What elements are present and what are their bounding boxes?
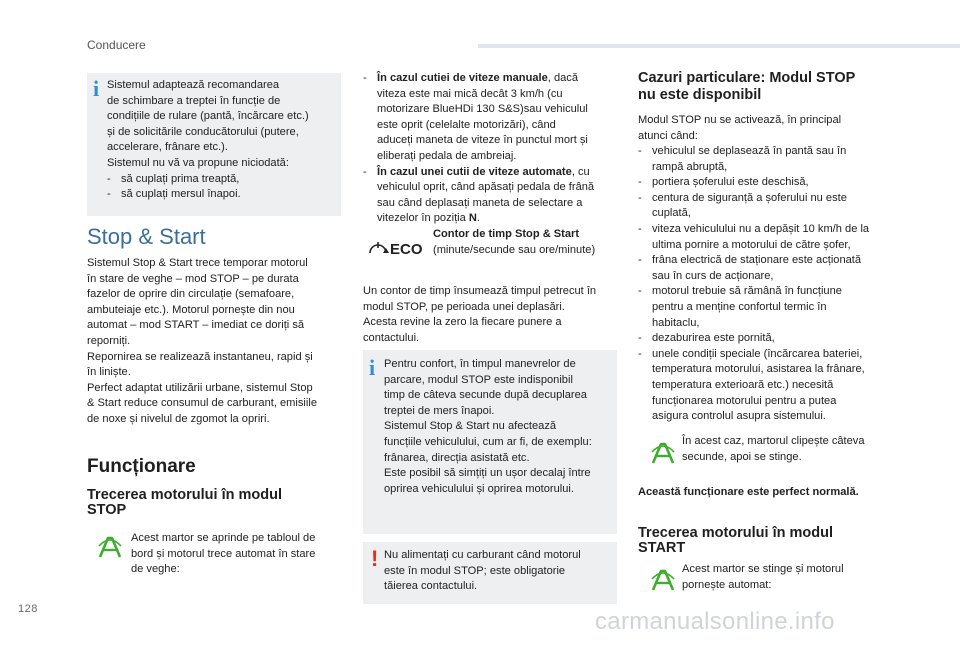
heading-stop-start: Stop & Start xyxy=(87,224,206,249)
svg-text:ECO: ECO xyxy=(390,241,423,258)
list-item: - frâna electrică de staționare este acționată sau în curs de acționare, xyxy=(638,254,862,282)
special-cases-intro: Modul STOP nu se activează, în principal atunci când: xyxy=(638,114,842,142)
section-label: Conducere xyxy=(87,38,146,52)
exclamation-icon: ! xyxy=(371,546,379,571)
list-item: - motorul trebuie să rămână în funcțiune pentru a menține confortul termic în habitaclu, xyxy=(638,285,842,329)
info-box-comfort: i Pentru confort, în timpul manevrelor de parcare, modul STOP este indisponibil timp de câteva secunde după decuplarea treptei de mers înapoi. Sistemul Stop & Start nu afectează funcțiile vehiculului, cum ar fi, de exemplu: frânarea, direcția asistată etc. Este posibil să simțiți un ușor decalaj între oprirea vehiculului și oprirea motorului. xyxy=(363,350,617,534)
stop-start-eco-icon xyxy=(366,235,428,259)
watermark: carmanualsonline.info xyxy=(595,608,835,635)
list-item: - centura de siguranță a șoferului nu este cuplată, xyxy=(638,191,847,220)
normal-operation-note: Această funcționare este perfect normală. xyxy=(638,486,859,498)
special-cases-list xyxy=(638,144,894,425)
info-line: și de solicitările conducătorului (putere, xyxy=(107,125,299,138)
list-item: - portiera șoferului este deschisă, xyxy=(638,176,809,189)
info-icon: i xyxy=(369,355,376,380)
info-line: accelerare, frânare etc.). xyxy=(107,141,228,154)
info-icon: i xyxy=(93,76,100,101)
start-indicator-text: Acest martor se stinge și motorul pornește automat: xyxy=(682,563,844,591)
info-line: Sistemul adaptează recomandarea xyxy=(107,79,280,91)
stop-indicator-text: Acest martor se aprinde pe tabloul de bord și motorul trece automat în stare de veghe: xyxy=(131,532,316,576)
counter-description: Un contor de timp însumează timpul petrecut în modul STOP, pe perioada unei deplasări. Acesta revine la zero la fiecare punere a contactului. xyxy=(363,285,597,344)
list-item: - să cuplați prima treaptă, xyxy=(107,172,240,185)
stop-start-intro: Sistemul Stop & Start trece temporar motorul în stare de veghe – mod STOP – pe durata fazelor de oprire din circulație (semafoare, ambuteiaje etc.). Motorul pornește din nou automat – mod START – imediat ce doriți să reporniți. Repornirea se realizează instantaneu, rapid și în liniște. Perfect adaptat utilizării urbane, sistemul Stop & Start reduce consumul de carburant, emisiile de noxe și nivelul de zgomot la opriri. xyxy=(87,257,317,425)
warning-box-refuel: ! Nu alimentați cu carburant când motorul este în modul STOP; este obligatorie tăierea contactului. xyxy=(363,542,617,604)
auto-indicator-icon xyxy=(97,536,123,558)
auto-indicator-icon xyxy=(650,569,676,591)
info-line: de schimbare a treptei în funcție de xyxy=(107,94,281,107)
header-bar xyxy=(478,44,960,48)
subheading-start-mode: Trecerea motorului în modul START xyxy=(638,525,833,556)
subheading-stop-mode: Trecerea motorului în modul STOP xyxy=(87,487,282,518)
list-item: - viteza vehiculului nu a depășit 10 km/h de la ultima pornire a motorului de către șofer, xyxy=(638,222,870,251)
list-item: - vehiculul se deplasează în pantă sau în rampă abruptă, xyxy=(638,145,847,173)
counter-caption: Contor de timp Stop & Start (minute/secunde sau ore/minute) xyxy=(433,228,596,256)
list-item: - unele condiții speciale (încărcarea bateriei, temperatura motorului, asistarea la frânare, temperatura exterioară etc.) necesită funcționarea motorului pentru a putea asigura controlul asupra sistemului. xyxy=(638,347,865,423)
stop-conditions-list: - În cazul cutiei de viteze manuale, dacă viteza este mai mică decât 3 km/h (cu motorizare BlueHDi 130 S&S)sau vehiculul este oprit (celelalte motorizări), când aduceți maneta de viteze în punctul mort și eliberați pedala de ambreiaj. - În cazul unei cutii de viteze automate, cu vehiculul oprit, când apăsați pedala de frână sau când deplasați maneta de selectare a vitezelor în poziția N. xyxy=(363,72,595,225)
heading-functionare: Funcționare xyxy=(87,456,196,477)
info-line: condițiile de rulare (pantă, încărcare etc.) xyxy=(107,110,309,123)
list-item: - dezaburirea este pornită, xyxy=(638,332,775,345)
heading-special-cases: Cazuri particulare: Modul STOP nu este disponibil xyxy=(638,70,856,103)
info-box-gear-recommendation xyxy=(87,73,341,216)
page-number: 128 xyxy=(18,603,38,615)
info-line: Sistemul nu vă va propune niciodată: xyxy=(107,156,289,169)
auto-indicator-icon xyxy=(650,442,676,464)
list-item: - să cuplați mersul înapoi. xyxy=(107,188,241,201)
blink-indicator-text: În acest caz, martorul clipește câteva secunde, apoi se stinge. xyxy=(682,435,865,463)
